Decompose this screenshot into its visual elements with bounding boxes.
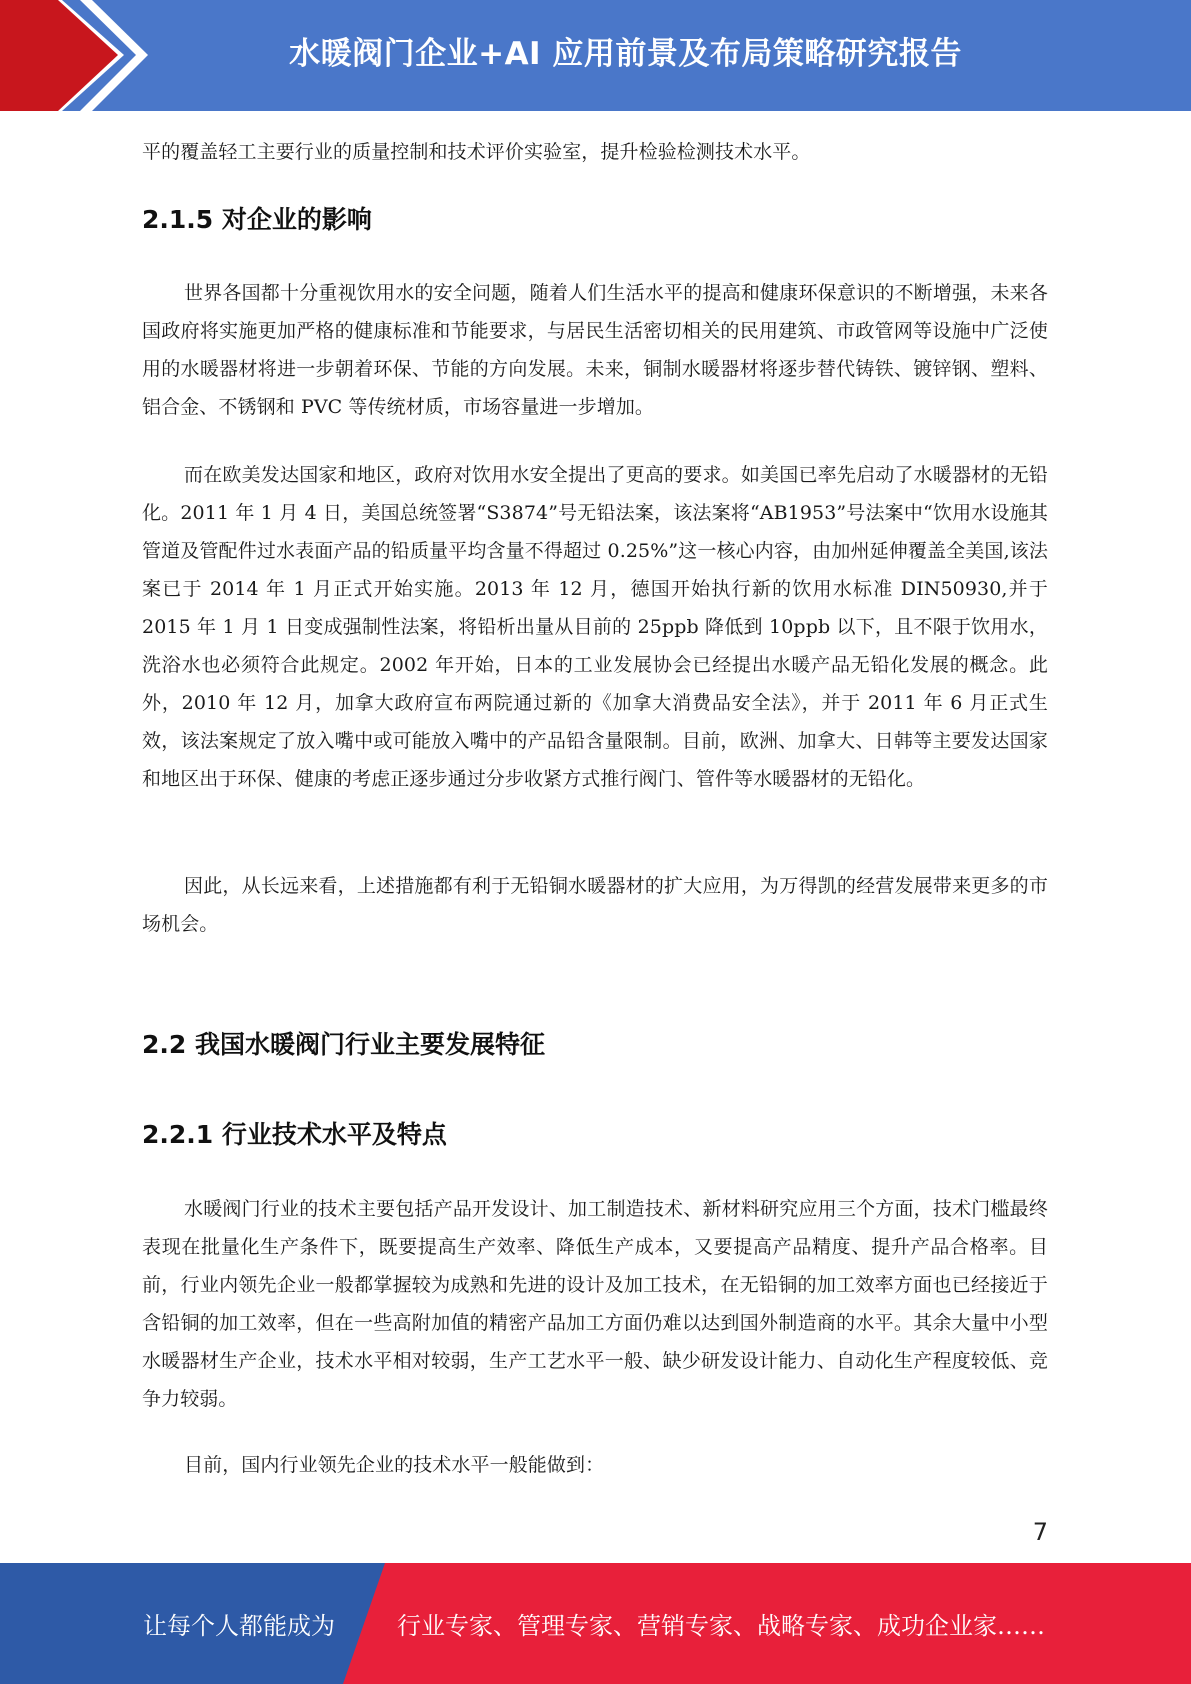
paragraph-continuation: 平的覆盖轻工主要行业的质量控制和技术评价实验室，提升检验检测技术水平。 xyxy=(142,141,811,163)
section-heading-2-2: 2.2 我国水暖阀门行业主要发展特征 xyxy=(142,1030,545,1059)
header-banner xyxy=(0,0,1191,111)
footer-slogan-left: 让每个人都能成为 xyxy=(143,1612,335,1640)
footer-slogan-right: 行业专家、管理专家、营销专家、战略专家、成功企业家…… xyxy=(397,1612,1045,1640)
paragraph-safety-standards: 世界各国都十分重视饮用水的安全问题，随着人们生活水平的提高和健康环保意识的不断增强，未来各国政府将实施更加严格的健康标准和节能要求，与居民生活密切相关的民用建筑、市政管网等设施中广泛使用的水暖器材将进一步朝着环保、节能的方向发展。未来，铜制水暖器材将逐步替代铸铁、镀锌钢、塑料、铝合金、不锈钢和 PVC 等传统材质，市场容量进一步增加。 xyxy=(142,282,1048,418)
footer-banner xyxy=(0,1563,1191,1684)
section-heading-2-1-5: 2.1.5 对企业的影响 xyxy=(142,205,372,234)
paragraph-lead-free-regulations: 而在欧美发达国家和地区，政府对饮用水安全提出了更高的要求。如美国已率先启动了水暖器材的无铅化。2011 年 1 月 4 日，美国总统签署“S3874”号无铅法案，该法案将“AB1953”号法案中“饮用水设施其管道及管配件过水表面产品的铅质量平均含量不得超过 0.25%”这一核心内容，由加州延伸覆盖全美国,该法案已于 2014 年 1 月正式开始实施。2013 年 12 月，德国开始执行新的饮用水标准 DIN50930,并于 2015 年 1 月 1 日变成强制性法案，将铅析出量从目前的 25ppb 降低到 10ppb 以下，且不限于饮用水，洗浴水也必须符合此规定。2002 年开始，日本的工业发展协会已经提出水暖产品无铅化发展的概念。此外，2010 年 12 月，加拿大政府宣布两院通过新的《加拿大消费品安全法》，并于 2011 年 6 月正式生效，该法案规定了放入嘴中或可能放入嘴中的产品铅含量限制。目前，欧洲、加拿大、日韩等主要发达国家和地区出于环保、健康的考虑正逐步通过分步收紧方式推行阀门、管件等水暖器材的无铅化。 xyxy=(142,464,1048,790)
paragraph-technical-level: 水暖阀门行业的技术主要包括产品开发设计、加工制造技术、新材料研究应用三个方面，技术门槛最终表现在批量化生产条件下，既要提高生产效率、降低生产成本，又要提高产品精度、提升产品合格率。目前，行业内领先企业一般都掌握较为成熟和先进的设计及加工技术，在无铅铜的加工效率方面也已经接近于含铅铜的加工效率，但在一些高附加值的精密产品加工方面仍难以达到国外制造商的水平。其余大量中小型水暖器材生产企业，技术水平相对较弱，生产工艺水平一般、缺少研发设计能力、自动化生产程度较低、竞争力较弱。 xyxy=(142,1198,1048,1410)
page-number: 7 xyxy=(1032,1518,1048,1546)
report-title: 水暖阀门企业+AI 应用前景及布局策略研究报告 xyxy=(289,36,962,72)
section-heading-2-2-1: 2.2.1 行业技术水平及特点 xyxy=(142,1120,447,1149)
paragraph-leading-enterprises: 目前，国内行业领先企业的技术水平一般能做到： xyxy=(184,1454,605,1476)
paragraph-market-opportunity: 因此，从长远来看，上述措施都有利于无铅铜水暖器材的扩大应用，为万得凯的经营发展带来更多的市场机会。 xyxy=(142,875,1048,935)
